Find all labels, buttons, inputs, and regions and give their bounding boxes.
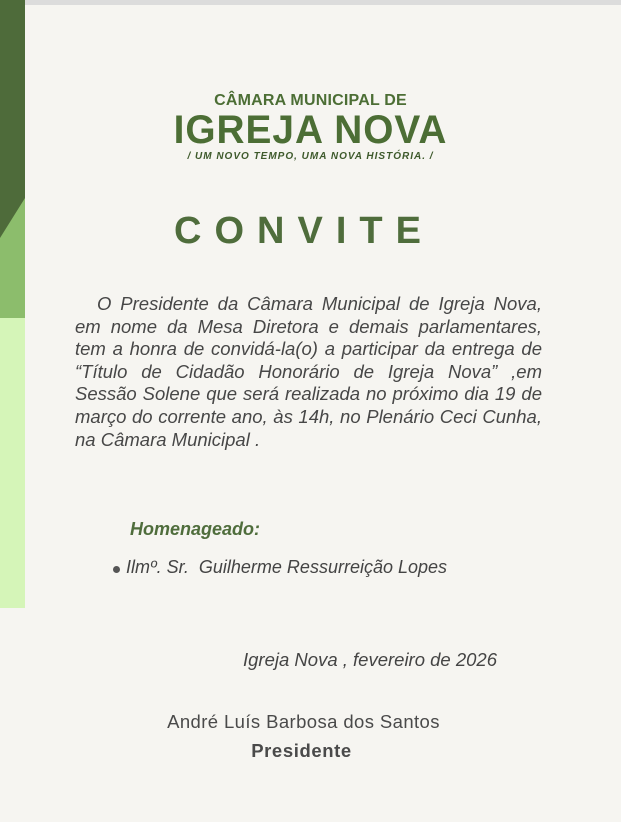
logo-tagline: / UM NOVO TEMPO, UMA NOVA HISTÓRIA. / (187, 151, 434, 162)
honoree-item (113, 557, 447, 578)
honoree-label: Homenageado: (130, 519, 261, 539)
bullet-icon (113, 566, 120, 573)
signatory-role: Presidente (251, 740, 352, 761)
signatory-name: André Luís Barbosa dos Santos (167, 711, 440, 732)
invitation-title: CONVITE (174, 210, 434, 252)
logo-org-line: CÂMARA MUNICIPAL DE (214, 92, 407, 109)
logo-town-name: IGREJA NOVA (173, 108, 448, 152)
top-border (0, 0, 621, 5)
honoree-name: Ilmº. Sr. Guilherme Ressurreição Lopes (126, 557, 448, 577)
invitation-body: O Presidente da Câmara Municipal de Igreja Nova, em nome da Mesa Diretora e demais parlamentares, tem a honra de convidá-la(o) a participar da entrega de “Título de Cidadão Honorário de Igreja Nova” ,em Sessão Solene que será realizada no próximo dia 19 de março do corrente ano, às 14h, no Plenário Ceci Cunha, na Câmara Municipal . (75, 293, 542, 450)
side-band-light (0, 318, 25, 608)
place-date: Igreja Nova , fevereiro de 2026 (243, 649, 498, 670)
